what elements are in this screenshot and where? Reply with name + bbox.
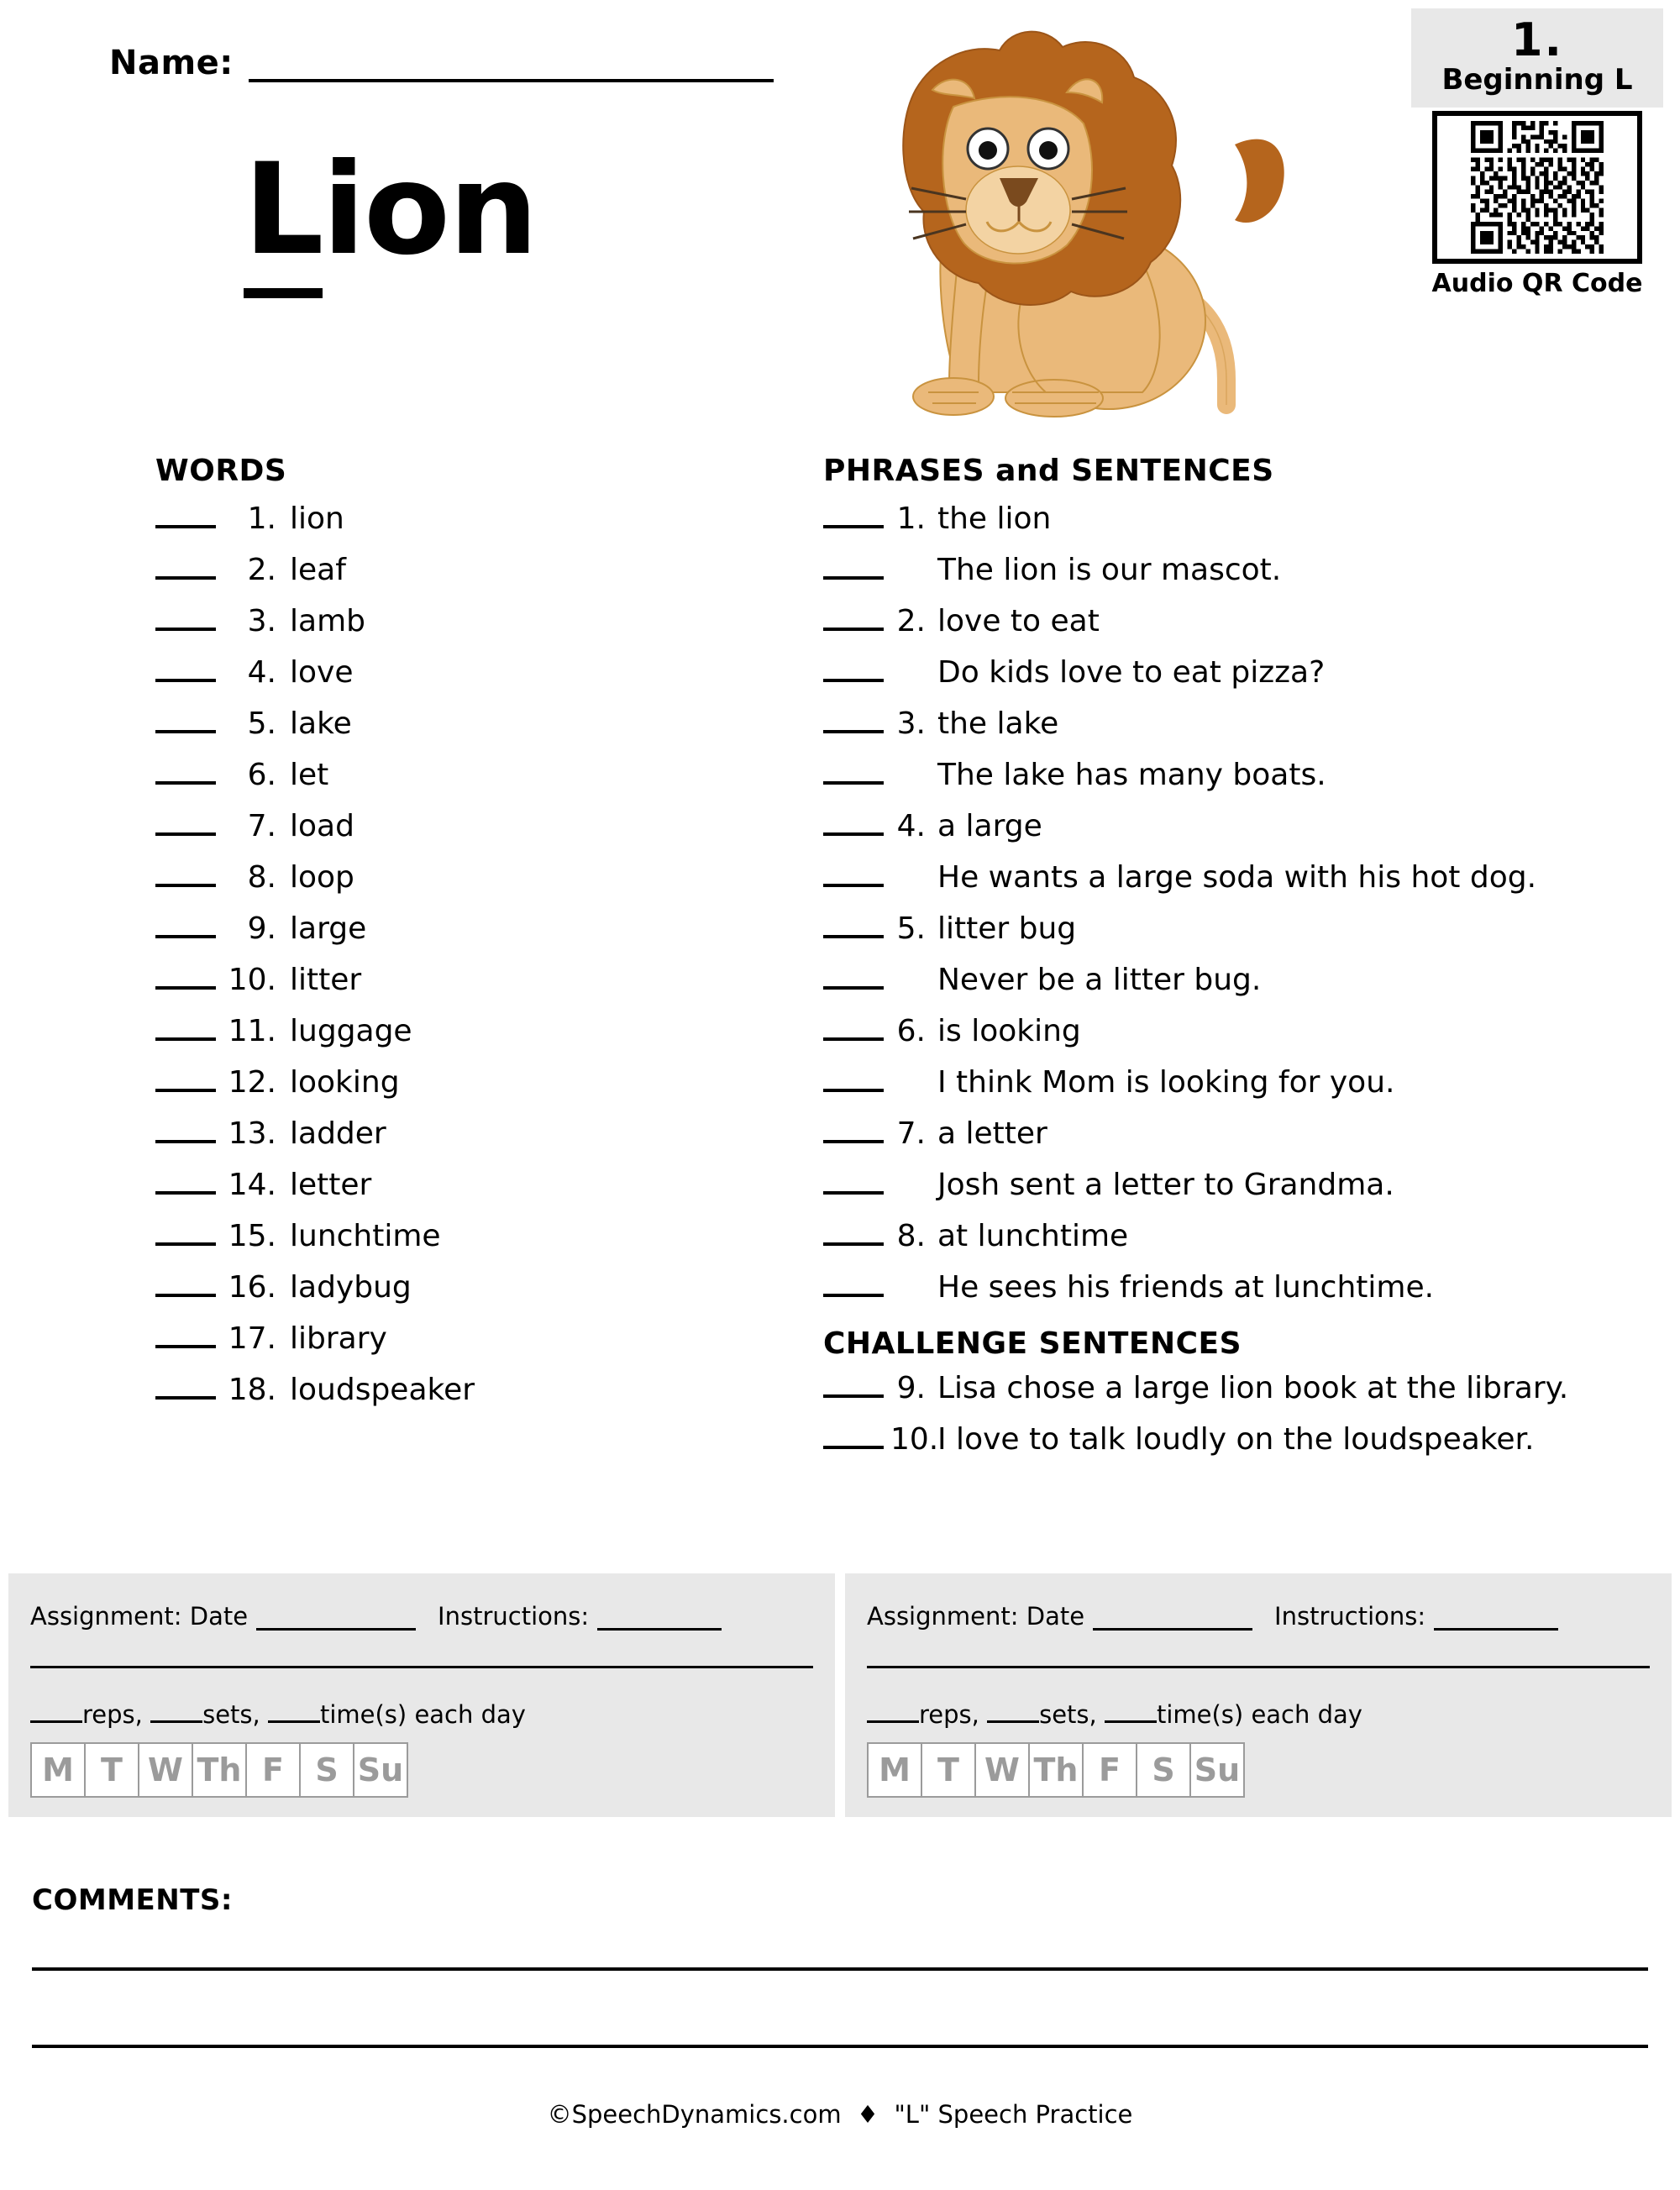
name-field-row: [109, 44, 774, 82]
day-cell-th[interactable]: Th: [193, 1744, 247, 1796]
word-number: 14.: [228, 1168, 276, 1202]
phrase-number: 2.: [896, 604, 926, 638]
day-cell-su[interactable]: Su: [1191, 1744, 1243, 1796]
phrase-check-blank[interactable]: [823, 602, 884, 631]
sentence-row: [823, 1268, 1630, 1320]
word-row: [155, 910, 592, 961]
day-cell-s[interactable]: S: [301, 1744, 354, 1796]
word-text: library: [290, 1321, 387, 1356]
comments-section: [32, 1883, 1648, 2048]
word-row: [155, 859, 592, 910]
assignment-date-label: Assignment: Date: [30, 1602, 249, 1631]
challenge-sentence-row: [823, 1369, 1630, 1421]
word-text: ladder: [290, 1116, 386, 1151]
word-check-blank[interactable]: [155, 1063, 216, 1092]
word-number: 2.: [247, 553, 276, 587]
day-cell-th[interactable]: Th: [1030, 1744, 1084, 1796]
word-text: let: [290, 758, 329, 792]
word-row: [155, 1371, 592, 1422]
phrase-check-blank[interactable]: [823, 1217, 884, 1246]
words-heading: WORDS: [155, 454, 287, 488]
phrase-row: [823, 602, 1630, 654]
phrase-number: 6.: [896, 1014, 926, 1048]
word-check-blank[interactable]: [155, 654, 216, 682]
word-row: [155, 1166, 592, 1217]
word-check-blank[interactable]: [155, 961, 216, 990]
word-number: 10.: [228, 963, 276, 997]
assignment-box-left: [8, 1573, 835, 1817]
word-text: lake: [290, 706, 352, 741]
word-number: 18.: [228, 1373, 276, 1407]
sentence-text: He sees his friends at lunchtime.: [937, 1270, 1435, 1305]
times-input[interactable]: [1105, 1702, 1157, 1723]
qr-code-icon[interactable]: [1432, 111, 1642, 264]
sentence-text: Do kids love to eat pizza?: [937, 655, 1326, 690]
title-target-letter: L: [244, 137, 323, 298]
word-number: 1.: [247, 502, 276, 536]
day-cell-s[interactable]: S: [1137, 1744, 1191, 1796]
sentence-text: The lion is our mascot.: [937, 553, 1282, 587]
phrase-check-blank[interactable]: [823, 1115, 884, 1143]
word-text: loop: [290, 860, 354, 895]
sentence-text: I think Mom is looking for you.: [937, 1065, 1395, 1100]
word-check-blank[interactable]: [155, 1166, 216, 1195]
challenge-check-blank[interactable]: [823, 1369, 884, 1398]
word-check-blank[interactable]: [155, 1371, 216, 1400]
footer-separator: ♦: [841, 2100, 895, 2129]
word-number: 12.: [228, 1065, 276, 1100]
word-row: [155, 705, 592, 756]
phrases-list: [823, 500, 1630, 1320]
word-number: 7.: [247, 809, 276, 843]
phrase-check-blank[interactable]: [823, 1268, 884, 1297]
sets-input[interactable]: [150, 1702, 202, 1723]
challenge-number: 10.: [890, 1422, 939, 1457]
phrase-number: 7.: [896, 1116, 926, 1151]
name-input-line[interactable]: [249, 50, 774, 82]
times-label: time(s) each day: [1156, 1700, 1362, 1729]
assignment-box-right: [845, 1573, 1672, 1817]
word-check-blank[interactable]: [155, 500, 216, 528]
sentence-text: The lake has many boats.: [937, 758, 1326, 792]
word-text: letter: [290, 1168, 372, 1202]
word-check-blank[interactable]: [155, 1217, 216, 1246]
word-check-blank[interactable]: [155, 1012, 216, 1041]
reps-input[interactable]: [30, 1702, 82, 1723]
assignment-overflow-line[interactable]: [30, 1666, 813, 1668]
word-text: luggage: [290, 1014, 412, 1048]
assignment-instructions-input[interactable]: [1434, 1608, 1558, 1631]
phrases-column: [823, 454, 1630, 1472]
word-check-blank[interactable]: [155, 859, 216, 887]
assignment-overflow-line[interactable]: [867, 1666, 1650, 1668]
phrase-check-blank[interactable]: [823, 654, 884, 682]
reps-input[interactable]: [867, 1702, 919, 1723]
sentence-text: Never be a litter bug.: [937, 963, 1262, 997]
phrase-check-blank[interactable]: [823, 961, 884, 990]
phrase-check-blank[interactable]: [823, 705, 884, 733]
word-number: 16.: [228, 1270, 276, 1305]
word-number: 4.: [247, 655, 276, 690]
phrase-check-blank[interactable]: [823, 807, 884, 836]
assignment-instructions-input[interactable]: [597, 1608, 722, 1631]
word-check-blank[interactable]: [155, 551, 216, 580]
word-number: 8.: [247, 860, 276, 895]
word-text: leaf: [290, 553, 346, 587]
phrase-text: litter bug: [937, 911, 1077, 946]
times-label: time(s) each day: [319, 1700, 526, 1729]
word-check-blank[interactable]: [155, 910, 216, 938]
word-row: [155, 1268, 592, 1320]
phrases-heading: PHRASES and SENTENCES: [823, 454, 1274, 488]
sentence-row: [823, 551, 1630, 602]
sets-label: sets,: [202, 1700, 268, 1729]
title-remainder: ion: [322, 137, 537, 283]
word-number: 17.: [228, 1321, 276, 1356]
word-row: [155, 756, 592, 807]
phrase-number: 3.: [896, 706, 926, 741]
comments-line-2[interactable]: [32, 2045, 1648, 2048]
word-row: [155, 1217, 592, 1268]
phrase-row: [823, 807, 1630, 859]
word-row: [155, 1012, 592, 1063]
word-number: 5.: [247, 706, 276, 741]
challenge-sentence-text: I love to talk loudly on the loudspeaker.: [937, 1422, 1535, 1457]
words-list: [155, 500, 592, 1422]
target-sound-label: Beginning L: [1441, 62, 1633, 97]
phrase-check-blank[interactable]: [823, 756, 884, 785]
sentence-text: Josh sent a letter to Grandma.: [937, 1168, 1394, 1202]
word-check-blank[interactable]: [155, 807, 216, 836]
phrase-text: a large: [937, 809, 1042, 843]
phrase-check-blank[interactable]: [823, 1012, 884, 1041]
sets-label: sets,: [1039, 1700, 1105, 1729]
phrase-check-blank[interactable]: [823, 910, 884, 938]
word-text: lunchtime: [290, 1219, 441, 1253]
phrase-text: the lion: [937, 502, 1052, 536]
day-cell-t[interactable]: T: [922, 1744, 976, 1796]
word-text: lamb: [290, 604, 365, 638]
word-text: love: [290, 655, 354, 690]
word-text: load: [290, 809, 354, 843]
word-row: [155, 500, 592, 551]
name-label: Name:: [109, 44, 234, 82]
phrase-number: 8.: [896, 1219, 926, 1253]
word-row: [155, 1115, 592, 1166]
sentence-row: [823, 654, 1630, 705]
phrase-row: [823, 910, 1630, 961]
challenge-number: 9.: [896, 1371, 926, 1405]
day-cell-m[interactable]: M: [32, 1744, 86, 1796]
day-cell-su[interactable]: Su: [354, 1744, 407, 1796]
sentence-text: He wants a large soda with his hot dog.: [937, 860, 1537, 895]
days-of-week-row-left: [30, 1742, 408, 1798]
assignment-boxes: [8, 1573, 1672, 1817]
assignment-instructions-label: Instructions:: [1274, 1602, 1426, 1631]
sentence-row: [823, 1166, 1630, 1217]
word-row: [155, 602, 592, 654]
page-title: [244, 137, 537, 283]
comments-line-1[interactable]: [32, 1967, 1648, 1971]
phrase-text: is looking: [937, 1014, 1081, 1048]
day-cell-w[interactable]: W: [976, 1744, 1030, 1796]
lion-illustration: [832, 10, 1336, 430]
day-cell-m[interactable]: M: [869, 1744, 922, 1796]
phrase-text: love to eat: [937, 604, 1100, 638]
phrase-row: [823, 1012, 1630, 1063]
phrase-number: 5.: [896, 911, 926, 946]
word-text: large: [290, 911, 367, 946]
qr-caption: Audio QR Code: [1431, 269, 1643, 299]
assignment-date-label: Assignment: Date: [867, 1602, 1085, 1631]
word-row: [155, 1063, 592, 1115]
reps-label: reps,: [919, 1700, 988, 1729]
phrase-row: [823, 1217, 1630, 1268]
phrase-check-blank[interactable]: [823, 859, 884, 887]
word-check-blank[interactable]: [155, 1320, 216, 1348]
phrase-check-blank[interactable]: [823, 1166, 884, 1195]
phrase-number: 4.: [896, 809, 926, 843]
word-check-blank[interactable]: [155, 1268, 216, 1297]
word-text: looking: [290, 1065, 400, 1100]
footer: [0, 2100, 1680, 2129]
word-check-blank[interactable]: [155, 705, 216, 733]
word-row: [155, 807, 592, 859]
sentence-row: [823, 1063, 1630, 1115]
times-input[interactable]: [268, 1702, 320, 1723]
comments-label: COMMENTS:: [32, 1883, 233, 1917]
phrase-check-blank[interactable]: [823, 500, 884, 528]
challenge-list: [823, 1369, 1630, 1472]
word-check-blank[interactable]: [155, 756, 216, 785]
challenge-heading: CHALLENGE SENTENCES: [823, 1326, 1242, 1361]
word-number: 11.: [228, 1014, 276, 1048]
phrase-row: [823, 500, 1630, 551]
word-number: 9.: [247, 911, 276, 946]
assignment-date-input[interactable]: [1093, 1608, 1252, 1631]
day-cell-f[interactable]: F: [1084, 1744, 1137, 1796]
word-number: 15.: [228, 1219, 276, 1253]
challenge-sentence-row: [823, 1421, 1630, 1472]
word-check-blank[interactable]: [155, 1115, 216, 1143]
word-row: [155, 1320, 592, 1371]
phrase-text: a letter: [937, 1116, 1047, 1151]
assignment-instructions-label: Instructions:: [438, 1602, 590, 1631]
word-number: 13.: [228, 1116, 276, 1151]
footer-practice-label: "L" Speech Practice: [894, 2100, 1133, 2129]
sets-input[interactable]: [987, 1702, 1039, 1723]
sentence-row: [823, 756, 1630, 807]
phrase-row: [823, 705, 1630, 756]
word-row: [155, 654, 592, 705]
days-of-week-row-right: [867, 1742, 1245, 1798]
phrase-number: 1.: [896, 502, 926, 536]
word-row: [155, 551, 592, 602]
sentence-row: [823, 859, 1630, 910]
reps-label: reps,: [82, 1700, 151, 1729]
word-text: loudspeaker: [290, 1373, 475, 1407]
challenge-check-blank[interactable]: [823, 1421, 884, 1449]
phrase-text: the lake: [937, 706, 1059, 741]
phrase-text: at lunchtime: [937, 1219, 1129, 1253]
word-text: litter: [290, 963, 362, 997]
word-text: ladybug: [290, 1270, 412, 1305]
phrase-row: [823, 1115, 1630, 1166]
challenge-sentence-text: Lisa chose a large lion book at the library.: [937, 1371, 1569, 1405]
footer-copyright: ©SpeechDynamics.com: [547, 2100, 842, 2129]
audio-qr-panel: [1411, 8, 1663, 298]
sentence-row: [823, 961, 1630, 1012]
lesson-index: 1.: [1510, 13, 1564, 66]
worksheet-header: [0, 0, 1680, 470]
qr-header-band: [1411, 8, 1663, 108]
phrase-check-blank[interactable]: [823, 551, 884, 580]
phrase-check-blank[interactable]: [823, 1063, 884, 1092]
word-check-blank[interactable]: [155, 602, 216, 631]
word-number: 6.: [247, 758, 276, 792]
day-cell-w[interactable]: W: [139, 1744, 193, 1796]
words-column: [155, 454, 592, 1422]
day-cell-f[interactable]: F: [247, 1744, 301, 1796]
day-cell-t[interactable]: T: [86, 1744, 139, 1796]
word-text: lion: [290, 502, 344, 536]
word-row: [155, 961, 592, 1012]
word-number: 3.: [247, 604, 276, 638]
assignment-date-input[interactable]: [256, 1608, 416, 1631]
